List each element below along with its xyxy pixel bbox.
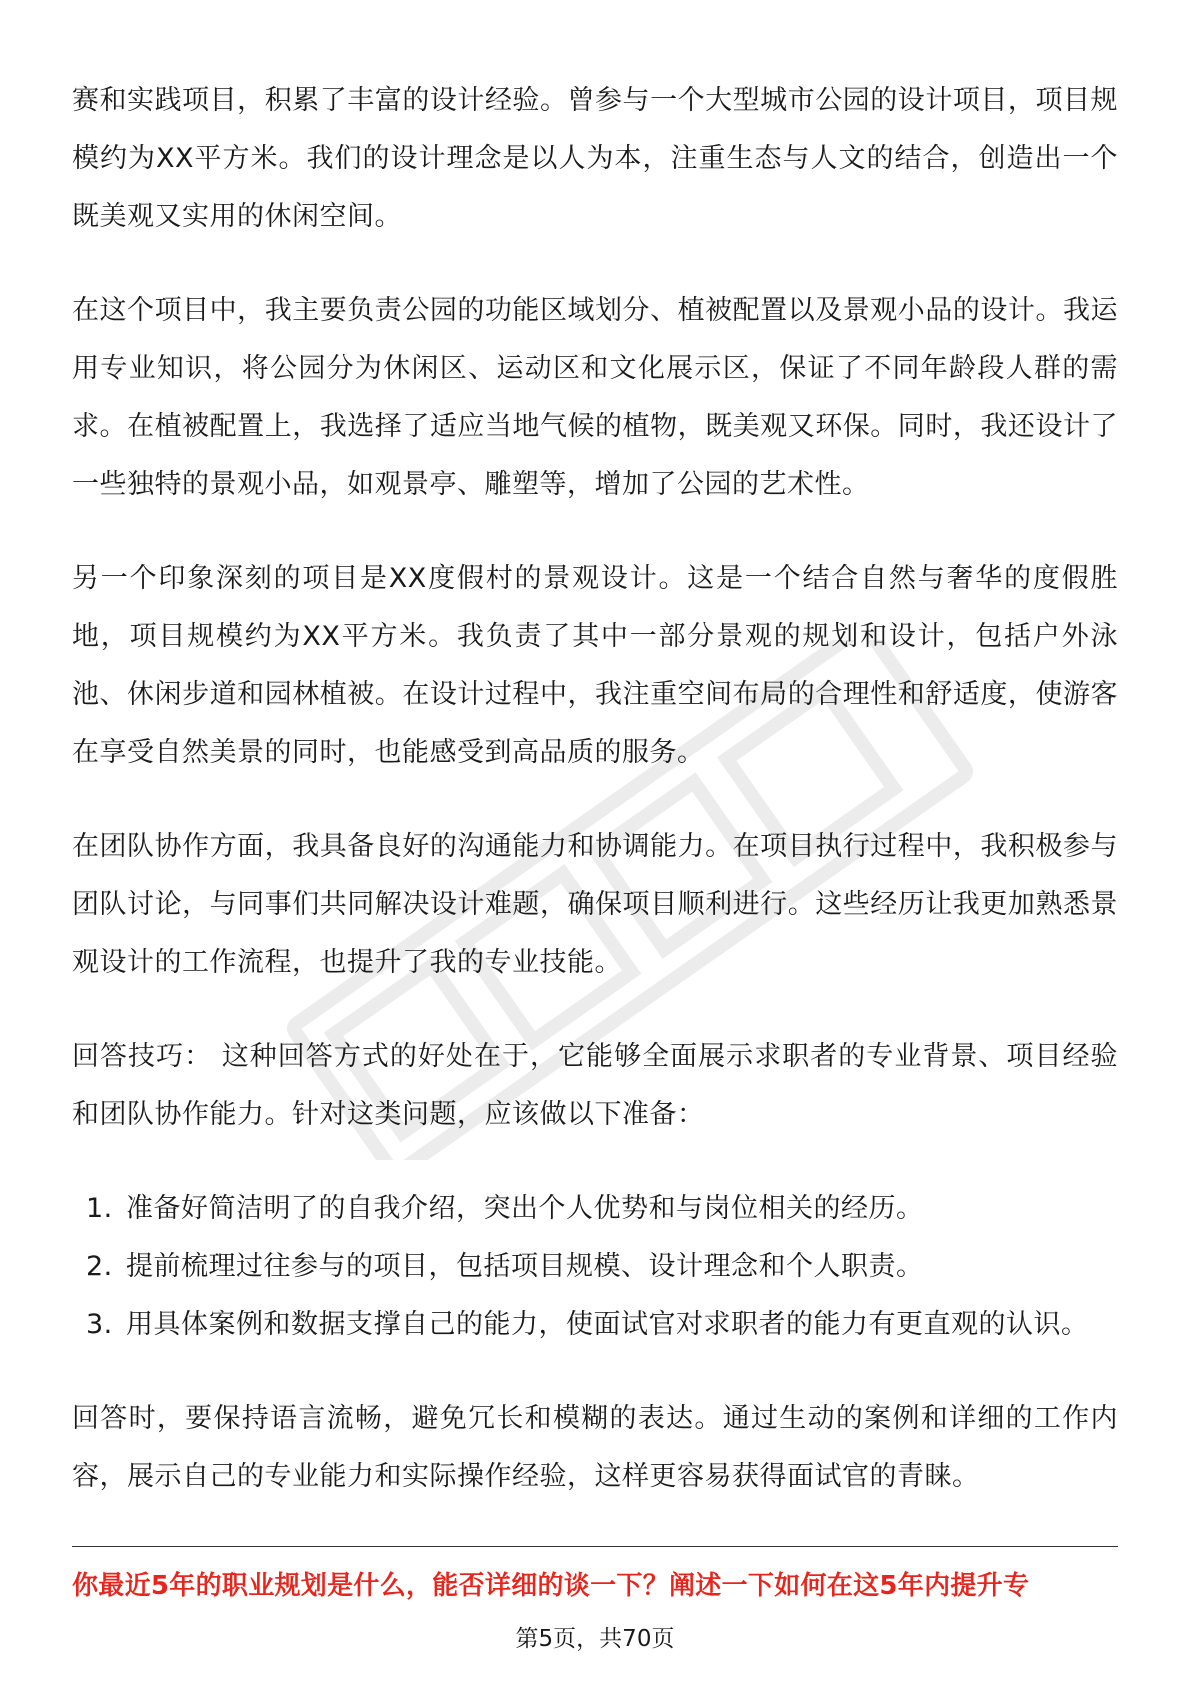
list-text: 用具体案例和数据支撑自己的能力，使面试官对求职者的能力有更直观的认识。 [126,1309,1089,1340]
list-text: 准备好简洁明了的自我介绍，突出个人优势和与岗位相关的经历。 [126,1193,924,1224]
list-number: 3. [86,1309,113,1340]
main-content [72,72,1118,1542]
list-item [72,1180,1118,1238]
paragraph-closing: 回答时，要保持语言流畅，避免冗长和模糊的表达。通过生动的案例和详细的工作内容，展示自己的专业能力和实际操作经验，这样更容易获得面试官的青睐。 [72,1403,1118,1492]
list-item [72,1296,1118,1354]
next-question-heading: 你最近5年的职业规划是什么，能否详细的谈一下？阐述一下如何在这5年内提升专 [72,1571,1030,1601]
paragraph-park-project: 在这个项目中，我主要负责公园的功能区域划分、植被配置以及景观小品的设计。我运用专业知识，将公园分为休闲区、运动区和文化展示区，保证了不同年龄段人群的需求。在植被配置上，我选择了适应当地气候的植物，既美观又环保。同时，我还设计了一些独特的景观小品，如观景亭、雕塑等，增加了公园的艺术性。 [72,295,1118,500]
page-number: 第5页，共70页 [515,1626,675,1652]
preparation-list [72,1180,1118,1354]
list-text: 提前梳理过往参与的项目，包括项目规模、设计理念和个人职责。 [126,1251,924,1282]
paragraph-teamwork: 在团队协作方面，我具备良好的沟通能力和协调能力。在项目执行过程中，我积极参与团队讨论，与同事们共同解决设计难题，确保项目顺利进行。这些经历让我更加熟悉景观设计的工作流程，也提升了我的专业技能。 [72,831,1118,978]
list-number: 2. [86,1251,113,1282]
paragraph-answer-tips: 回答技巧： 这种回答方式的好处在于，它能够全面展示求职者的专业背景、项目经验和团队协作能力。针对这类问题，应该做以下准备： [72,1041,1118,1130]
list-number: 1. [86,1193,113,1224]
paragraph-resort-project: 另一个印象深刻的项目是XX度假村的景观设计。这是一个结合自然与奢华的度假胜地，项目规模约为XX平方米。我负责了其中一部分景观的规划和设计，包括户外泳池、休闲步道和园林植被。在设计过程中，我注重空间布局的合理性和舒适度，使游客在享受自然美景的同时，也能感受到高品质的服务。 [72,563,1118,768]
paragraph-design-experience: 赛和实践项目，积累了丰富的设计经验。曾参与一个大型城市公园的设计项目，项目规模约为XX平方米。我们的设计理念是以人为本，注重生态与人文的结合，创造出一个既美观又实用的休闲空间。 [72,85,1118,232]
list-item [72,1238,1118,1296]
footer-divider [72,1546,1118,1547]
